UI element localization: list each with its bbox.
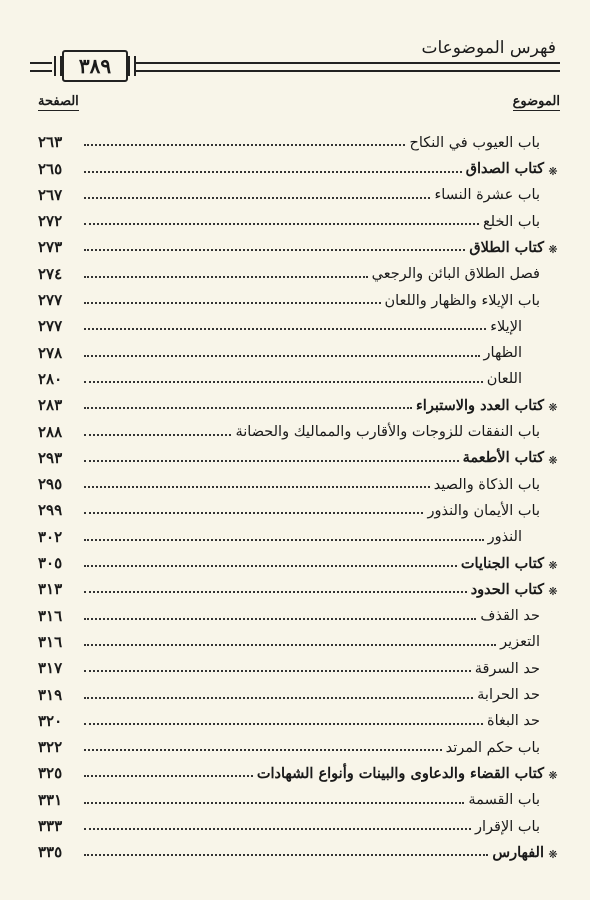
dot-leader	[84, 171, 462, 173]
star-bullet-icon: ❋	[548, 164, 558, 178]
entry-title: الفهارس	[492, 843, 544, 861]
toc-book-entry	[36, 150, 562, 176]
dot-leader	[84, 197, 430, 199]
entry-title: فصل الطلاق البائن والرجعي	[371, 266, 540, 283]
entry-page-number: ٢٧٧	[38, 291, 63, 310]
star-bullet-icon: ❋	[548, 243, 558, 257]
star-bullet-icon: ❋	[548, 453, 558, 467]
page-header	[0, 0, 590, 96]
dot-leader	[84, 381, 483, 383]
entry-title: باب النفقات للزوجات والأقارب والمماليك والحضانة	[235, 424, 540, 441]
entry-page-number: ٣١٣	[38, 580, 63, 599]
entry-title: حد الحرابة	[477, 687, 540, 704]
entry-title: باب العيوب في النكاح	[409, 134, 540, 151]
entry-page-number: ٣٢٠	[38, 711, 63, 730]
dot-leader	[84, 460, 459, 462]
dot-leader	[84, 565, 457, 567]
dot-leader	[84, 802, 464, 804]
dot-leader	[84, 512, 423, 514]
entry-page-number: ٢٧٢	[38, 212, 63, 231]
entry-page-number: ٢٧٧	[38, 317, 63, 336]
entry-title: باب الأيمان والنذور	[427, 502, 540, 519]
toc-entry	[36, 781, 562, 807]
toc-entry	[36, 255, 562, 281]
entry-title: كتاب الأطعمة	[462, 449, 544, 467]
toc-entry	[36, 282, 562, 308]
entry-title: حد البغاة	[486, 713, 540, 730]
entry-page-number: ٢٧٤	[38, 264, 63, 283]
toc-entry	[36, 308, 562, 334]
subject-column-header: الموضوع	[512, 94, 560, 109]
entry-page-number: ٢٩٣	[38, 448, 63, 467]
entry-page-number: ٢٧٨	[38, 343, 63, 362]
entry-title: كتاب الجنايات	[460, 554, 544, 572]
toc-entry	[36, 729, 562, 755]
dot-leader	[84, 328, 486, 330]
dot-leader	[84, 355, 480, 357]
entry-title: حد السرقة	[474, 660, 540, 677]
star-bullet-icon: ❋	[548, 401, 558, 415]
toc-entry	[36, 124, 562, 150]
table-of-contents	[36, 124, 562, 860]
entry-title: حد القذف	[480, 608, 540, 625]
toc-book-entry	[36, 440, 562, 466]
toc-entry	[36, 413, 562, 439]
entry-title: باب الإقرار	[475, 818, 540, 835]
page-number: ٣٨٩	[62, 50, 128, 82]
toc-entry	[36, 334, 562, 360]
header-rule-right	[136, 62, 560, 72]
entry-page-number: ٢٨٨	[38, 422, 63, 441]
toc-book-entry	[36, 545, 562, 571]
toc-entry	[36, 597, 562, 623]
dot-leader	[84, 276, 368, 278]
toc-book-entry	[36, 571, 562, 597]
toc-entry	[36, 650, 562, 676]
page-column-header: الصفحة	[38, 94, 79, 109]
dot-leader	[84, 670, 471, 672]
entry-title: النذور	[487, 529, 522, 546]
entry-title: كتاب العدد والاستبراء	[415, 396, 544, 414]
entry-title: باب حكم المرتد	[445, 739, 540, 756]
entry-title: التعزير	[500, 634, 540, 651]
entry-page-number: ٢٩٩	[38, 501, 63, 520]
dot-leader	[84, 223, 479, 225]
entry-title: كتاب الحدود	[470, 580, 544, 598]
dot-leader	[84, 828, 471, 830]
entry-page-number: ٣٣١	[38, 790, 63, 809]
entry-title: الظهار	[483, 345, 522, 362]
entry-title: باب الذكاة والصيد	[433, 476, 540, 493]
toc-entry	[36, 492, 562, 518]
entry-page-number: ٣٠٢	[38, 527, 63, 546]
toc-entry	[36, 624, 562, 650]
entry-title: كتاب القضاء والدعاوى والبينات وأنواع الشهادات	[256, 764, 544, 782]
toc-entry	[36, 808, 562, 834]
entry-page-number: ٢٩٥	[38, 475, 63, 494]
dot-leader	[84, 749, 442, 751]
dot-leader	[84, 144, 405, 146]
entry-page-number: ٣٣٣	[38, 817, 63, 836]
toc-book-entry	[36, 755, 562, 781]
entry-title: باب القسمة	[468, 792, 540, 809]
dot-leader	[84, 407, 412, 409]
star-bullet-icon: ❋	[548, 848, 558, 862]
entry-title: اللعان	[486, 371, 522, 388]
toc-book-entry	[36, 834, 562, 860]
star-bullet-icon: ❋	[548, 769, 558, 783]
toc-entry	[36, 676, 562, 702]
toc-entry	[36, 703, 562, 729]
entry-page-number: ٣١٧	[38, 659, 63, 678]
entry-page-number: ٢٦٣	[38, 133, 63, 152]
entry-page-number: ٢٨٠	[38, 369, 63, 388]
entry-page-number: ٣١٦	[38, 632, 63, 651]
entry-page-number: ٣٢٢	[38, 738, 63, 757]
entry-page-number: ٣١٦	[38, 606, 63, 625]
entry-page-number: ٣١٩	[38, 685, 63, 704]
dot-leader	[84, 539, 484, 541]
entry-page-number: ٢٧٣	[38, 238, 63, 257]
entry-title: كتاب الصداق	[465, 160, 544, 178]
toc-entry	[36, 518, 562, 544]
dot-leader	[84, 644, 496, 646]
dot-leader	[84, 854, 488, 856]
entry-title: باب الإيلاء والظهار واللعان	[384, 292, 540, 309]
dot-leader	[84, 591, 467, 593]
toc-entry	[36, 203, 562, 229]
running-title: فهرس الموضوعات	[421, 38, 556, 58]
entry-page-number: ٢٨٣	[38, 396, 63, 415]
entry-page-number: ٣٣٥	[38, 843, 63, 862]
entry-title: باب عشرة النساء	[434, 187, 540, 204]
star-bullet-icon: ❋	[548, 585, 558, 599]
toc-entry	[36, 177, 562, 203]
header-rule-left	[30, 62, 52, 72]
dot-leader	[84, 434, 231, 436]
entry-title: كتاب الطلاق	[469, 238, 544, 256]
dot-leader	[84, 486, 430, 488]
dot-leader	[84, 775, 253, 777]
entry-page-number: ٢٦٧	[38, 185, 63, 204]
dot-leader	[84, 697, 473, 699]
toc-entry	[36, 361, 562, 387]
toc-book-entry	[36, 229, 562, 255]
toc-entry	[36, 466, 562, 492]
entry-page-number: ٣٠٥	[38, 554, 63, 573]
dot-leader	[84, 302, 381, 304]
dot-leader	[84, 249, 465, 251]
entry-title: باب الخلع	[482, 213, 540, 230]
star-bullet-icon: ❋	[548, 559, 558, 573]
entry-page-number: ٢٦٥	[38, 159, 63, 178]
dot-leader	[84, 618, 476, 620]
entry-title: الإيلاء	[490, 318, 522, 335]
toc-book-entry	[36, 387, 562, 413]
dot-leader	[84, 723, 483, 725]
entry-page-number: ٣٢٥	[38, 764, 63, 783]
